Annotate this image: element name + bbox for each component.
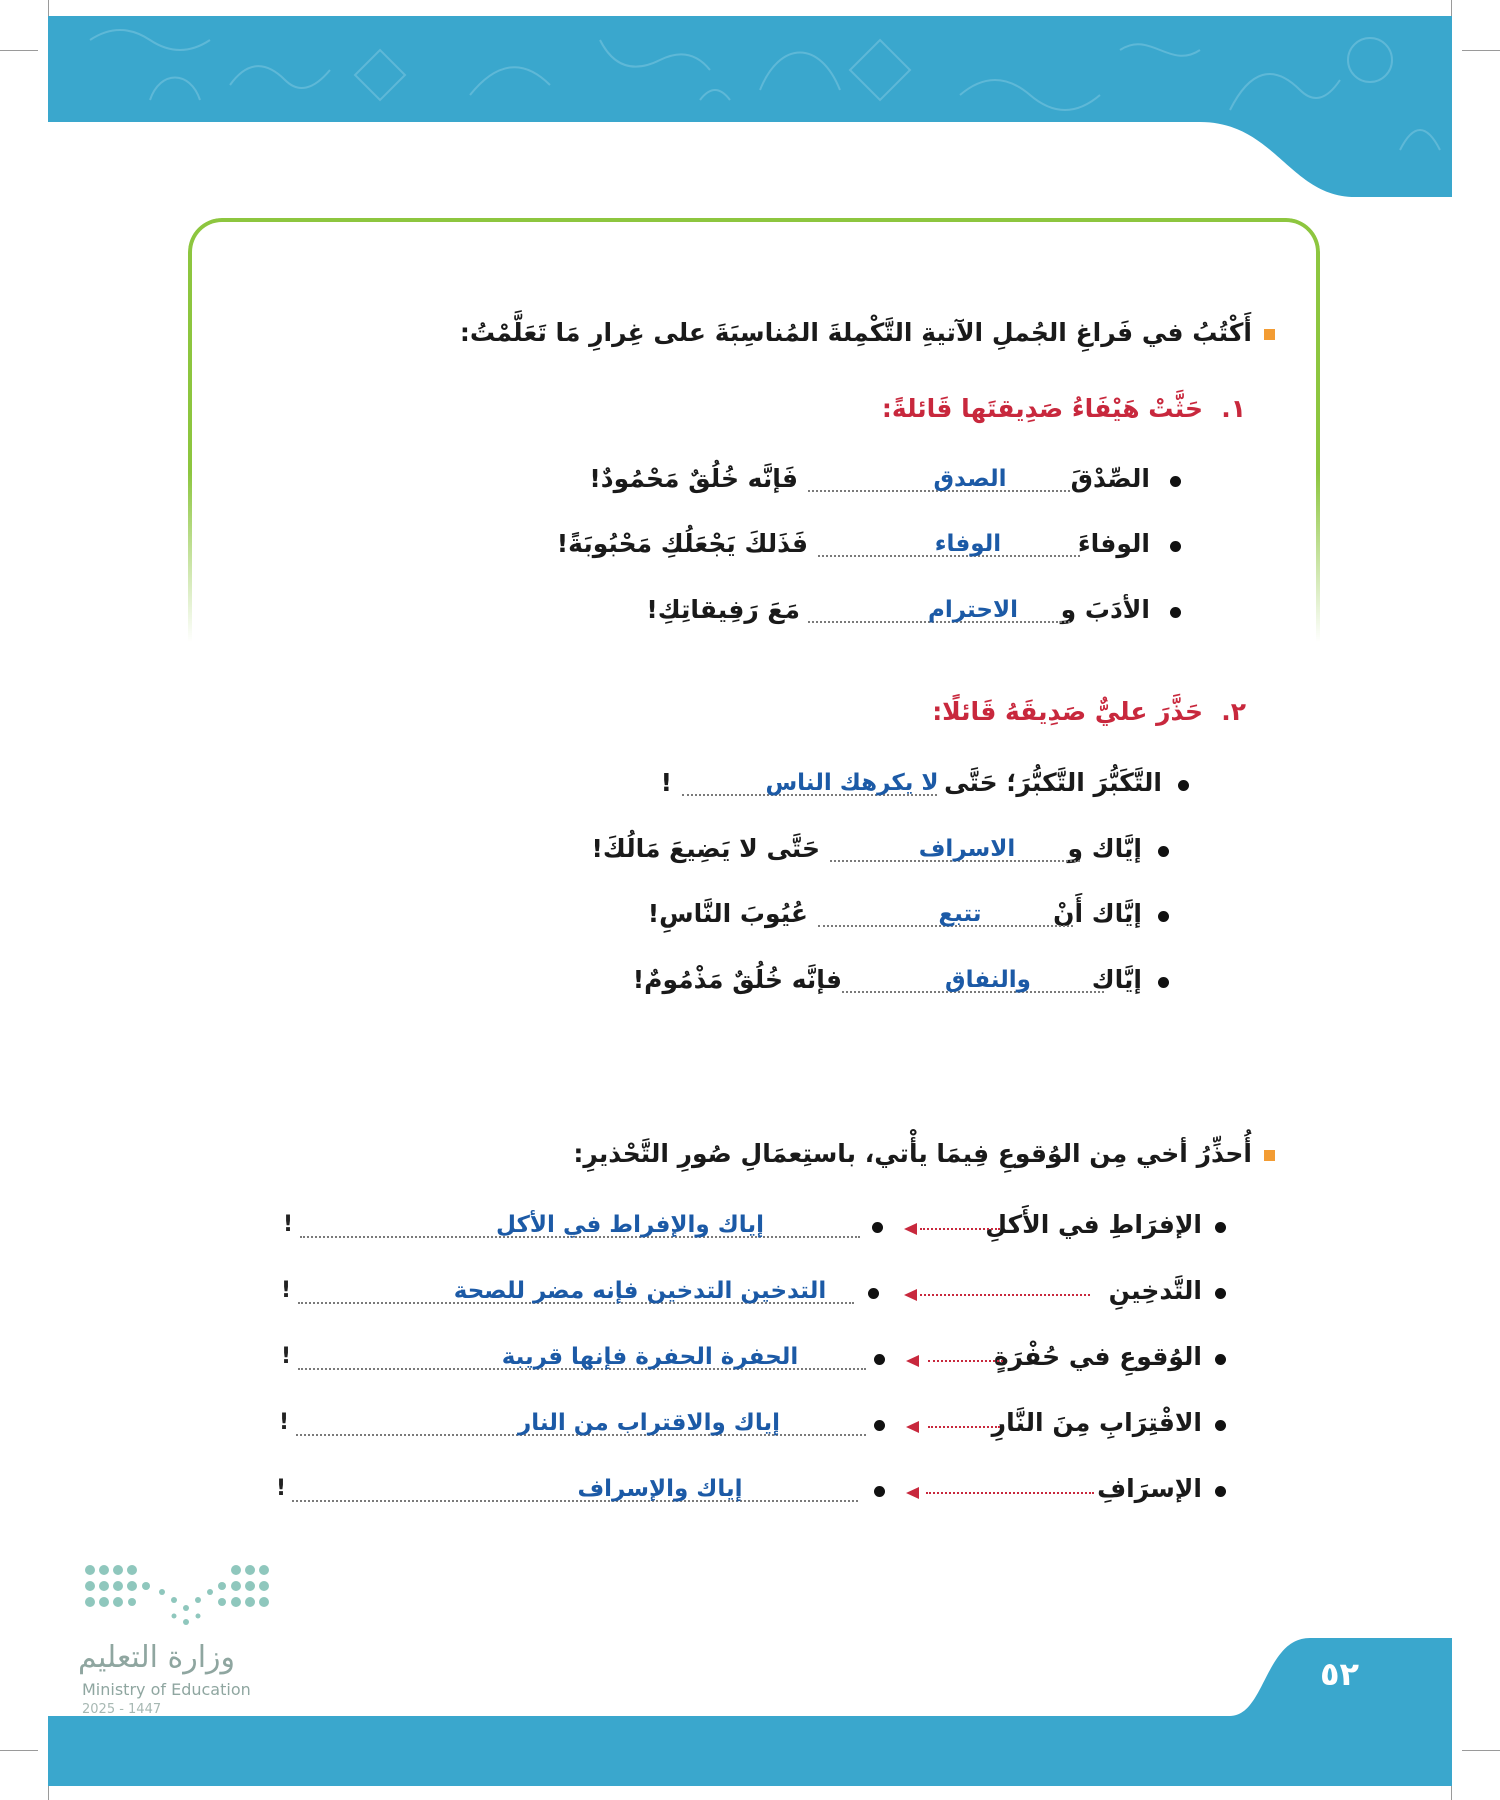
bullet: [1215, 1420, 1226, 1431]
bullet: [1215, 1486, 1226, 1497]
ministry-logo-icon: [82, 1562, 272, 1632]
warning-answer[interactable]: الحفرة الحفرة فإنها قريبة: [501, 1344, 799, 1370]
section1-title: حَثَّتْ هَيْفَاءُ صَدِيقتَها قَائلةً:: [881, 394, 1203, 423]
fill-item-suffix: فَذَلكَ يَجْعَلُكِ مَحْبُوبَةً!: [556, 529, 808, 558]
section1-number: ١.: [1221, 394, 1246, 423]
fill-item-suffix: حَتَّى لا يَضِيعَ مَالُكَ!: [591, 834, 820, 863]
arrow-left-icon: [906, 1421, 919, 1433]
fill-item-prefix: إيَّاك و: [1067, 834, 1142, 863]
connector-dotted-line: [928, 1360, 1003, 1362]
exclamation-mark: !: [279, 1410, 290, 1435]
fill-answer[interactable]: والنفاق: [945, 967, 1031, 993]
instruction-bullet-square: [1264, 329, 1275, 340]
bullet: [874, 1420, 885, 1431]
fill-item-suffix: عُيُوبَ النَّاسِ!: [647, 899, 808, 928]
exercise1-instruction: أَكْتُبُ في فَراغِ الجُملِ الآتيةِ التَّكْمِلةَ المُناسِبَةَ على غِرارِ مَا تَعَلَّمْتُ:: [459, 318, 1252, 347]
section2-number: ٢.: [1221, 697, 1246, 726]
bullet: [1158, 846, 1169, 857]
page-number: ٥٢: [1320, 1655, 1360, 1693]
fill-answer[interactable]: الاحترام: [927, 597, 1019, 623]
ministry-name-arabic: وزارة التعليم: [78, 1640, 236, 1675]
fill-item-prefix: الصِّدْقَ: [1070, 464, 1150, 493]
exercise-panel-frame: [188, 218, 1320, 642]
warning-prompt: الوُقوعِ في حُفْرَةٍ: [993, 1342, 1202, 1371]
exclamation-mark: !: [281, 1278, 292, 1303]
exclamation-mark: !: [276, 1476, 287, 1501]
fill-item-suffix: مَعَ رَفِيقاتِكِ!: [646, 595, 800, 624]
arrow-left-icon: [904, 1223, 917, 1235]
warning-prompt: الإفرَاطِ في الأَكلِ: [985, 1210, 1202, 1239]
fill-item-suffix: فإنَّه خُلُقٌ مَذْمُومٌ!: [632, 965, 842, 994]
fill-item-prefix: الأدَبَ و: [1060, 595, 1150, 624]
fill-item-suffix: فَإنَّه خُلُقٌ مَحْمُودٌ!: [589, 464, 798, 493]
fill-item-prefix: إيَّاك: [1091, 965, 1142, 994]
connector-dotted-line: [920, 1294, 1090, 1296]
instruction-bullet-square: [1264, 1150, 1275, 1161]
fill-item-suffix: !: [660, 768, 672, 797]
connector-dotted-line: [920, 1228, 1000, 1230]
bullet: [1215, 1354, 1226, 1365]
bullet: [1170, 476, 1181, 487]
fill-answer[interactable]: الاسراف: [918, 836, 1016, 862]
fill-answer[interactable]: تتبع: [938, 901, 982, 927]
exclamation-mark: !: [281, 1344, 292, 1369]
bullet: [1170, 541, 1181, 552]
exclamation-mark: !: [283, 1212, 294, 1237]
arrow-left-icon: [906, 1355, 919, 1367]
ministry-name-english: Ministry of Education: [82, 1680, 251, 1699]
bullet: [1215, 1288, 1226, 1299]
bullet: [874, 1354, 885, 1365]
bullet: [1158, 911, 1169, 922]
connector-dotted-line: [926, 1492, 1094, 1494]
warning-answer[interactable]: إياك والاقتراب من النار: [517, 1410, 780, 1436]
fill-answer[interactable]: الوفاء: [934, 531, 1002, 557]
bullet: [874, 1486, 885, 1497]
bullet: [1158, 977, 1169, 988]
header-banner: [0, 0, 1500, 200]
warning-prompt: التَّدخِينِ: [1108, 1276, 1202, 1305]
fill-item-prefix: الوفاءَ: [1077, 529, 1150, 558]
section2-title: حَذَّرَ عليٌّ صَدِيقَهُ قَائلًا:: [932, 697, 1203, 726]
exercise2-instruction: أُحذِّرُ أخي مِن الوُقوعِ فِيمَا يأْتي، باستِعمَالِ صُورِ التَّحْذيرِ:: [573, 1139, 1252, 1168]
fill-item-prefix: التَّكَبُّرَ التَّكبُّرَ؛ حَتَّى: [944, 768, 1162, 797]
warning-answer[interactable]: التدخين التدخين فإنه مضر للصحة: [453, 1278, 827, 1304]
fill-answer[interactable]: لا يكرهك الناس: [765, 770, 939, 796]
bullet: [1170, 607, 1181, 618]
warning-answer[interactable]: إياك والإفراط في الأكل: [496, 1212, 764, 1238]
connector-dotted-line: [928, 1426, 1000, 1428]
bullet: [1215, 1222, 1226, 1233]
bullet: [872, 1222, 883, 1233]
bullet: [868, 1288, 879, 1299]
warning-prompt: الاقْتِرَابِ مِنَ النَّارِ: [991, 1408, 1202, 1437]
arrow-left-icon: [904, 1289, 917, 1301]
bullet: [1178, 780, 1189, 791]
arrow-left-icon: [906, 1487, 919, 1499]
edition-year: 2025 - 1447: [82, 1702, 162, 1717]
fill-answer[interactable]: الصدق: [933, 466, 1007, 492]
warning-answer[interactable]: إياك والإسراف: [577, 1476, 743, 1502]
warning-prompt: الإسرَافِ: [1097, 1474, 1202, 1503]
fill-item-prefix: إيَّاك أَنْ: [1053, 899, 1142, 928]
